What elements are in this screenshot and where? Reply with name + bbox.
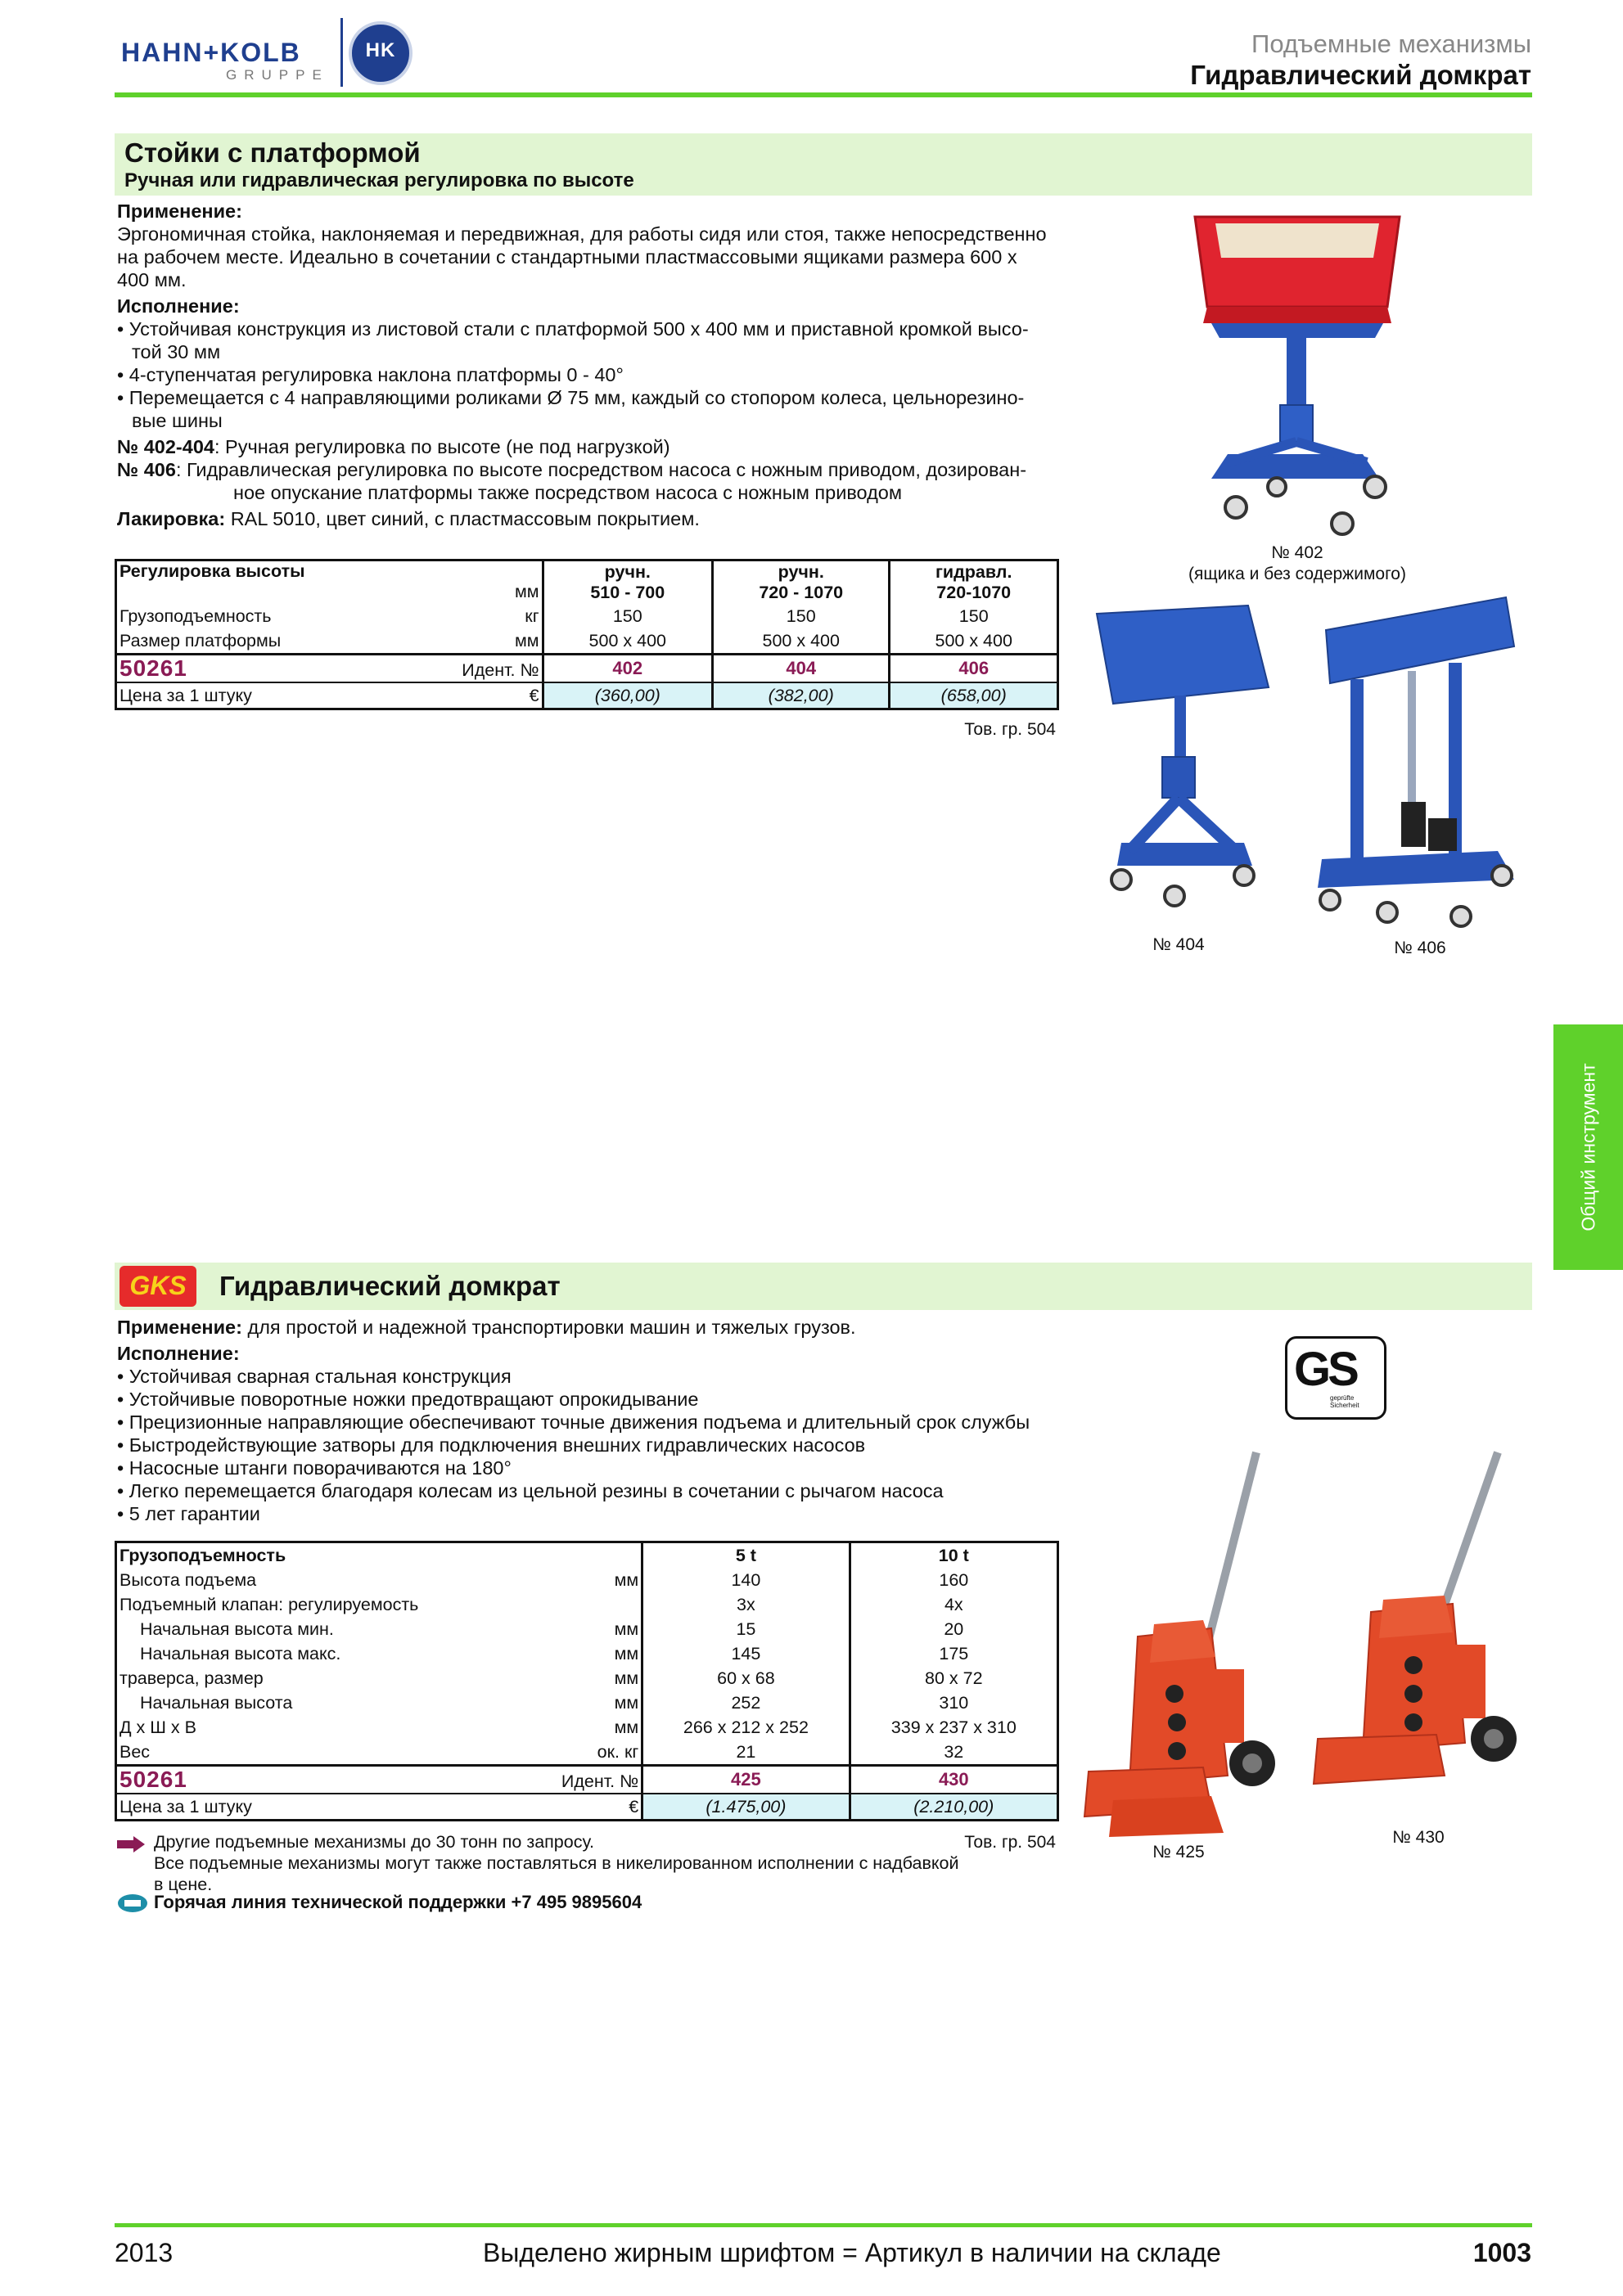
table-cell: 500 x 400 (543, 628, 712, 655)
table-row: Высота подъема мм 140 160 (116, 1568, 1058, 1592)
ident-row: 50261 Идент. № 425 430 (116, 1766, 1058, 1794)
bullet-item: • Насосные штанги поворачиваются на 180° (117, 1457, 512, 1479)
column-header: 5 t (642, 1542, 850, 1569)
header-label: Регулировка высоты (119, 561, 305, 581)
section2-notes (154, 1831, 964, 1895)
table-cell: 150 (713, 604, 890, 628)
company-logo-subtitle: GRUPPE (226, 67, 329, 83)
table-row: Д x Ш x В мм 266 x 212 x 252 339 x 237 x 310 (116, 1715, 1058, 1740)
column-header: ручн. 720 - 1070 (713, 560, 890, 605)
ident-number-402[interactable]: 402 (543, 655, 712, 683)
section1-spec-table (115, 559, 1059, 710)
product-group: Тов. гр. 504 (964, 1833, 1056, 1852)
table-row: Начальная высота мин. мм 15 20 (116, 1617, 1058, 1641)
logo-divider (340, 18, 343, 87)
section2-header (115, 1263, 1532, 1310)
caption-406: № 406 (1394, 939, 1446, 957)
caption-402: № 402 (1271, 543, 1323, 562)
hotline-text: Горячая линия технической поддержки +7 495 9895604 (154, 1892, 642, 1912)
phone-icon (117, 1893, 148, 1913)
table-cell: 140 (642, 1568, 850, 1592)
gks-brand-logo: GKS (119, 1266, 196, 1307)
table-row: Размер платформы мм 500 x 400 500 x 400 500 x 400 (116, 628, 1058, 655)
gs-certification-icon: GS geprüfte Sicherheit (1285, 1336, 1386, 1420)
application-label: Применение: (117, 200, 242, 222)
section1-title: Стойки с платформой (124, 137, 421, 168)
product-group: Тов. гр. 504 (964, 720, 1056, 739)
price-cell: (1.475,00) (642, 1794, 850, 1821)
section2-title: Гидравлический домкрат (219, 1271, 561, 1301)
table-cell: 32 (850, 1740, 1057, 1766)
caption-404: № 404 (1152, 935, 1205, 954)
table-row: траверса, размер мм 60 x 68 80 x 72 (116, 1666, 1058, 1690)
bullet-item-cont: той 30 мм (132, 341, 221, 362)
price-cell: (2.210,00) (850, 1794, 1057, 1821)
note-line: Другие подъемные механизмы до 30 тонн по запросу. (154, 1832, 595, 1852)
price-cell: (360,00) (543, 682, 712, 709)
bullet-item: • 4-ступенчатая регулировка наклона платформы 0 - 40° (117, 364, 624, 385)
bullet-item: • 5 лет гарантии (117, 1503, 260, 1524)
bullet-item: • Устойчивая конструкция из листовой стали с платформой 500 x 400 мм и приставной кромкой высо- (117, 318, 1029, 340)
header-category: Подъемные механизмы (1251, 29, 1531, 58)
table-cell: 175 (850, 1641, 1057, 1666)
table-row: Начальная высота мм 252 310 (116, 1690, 1058, 1715)
table-cell: 60 x 68 (642, 1666, 850, 1690)
table-cell: 21 (642, 1740, 850, 1766)
table-cell: 310 (850, 1690, 1057, 1715)
bullet-item: • Устойчивая сварная стальная конструкция (117, 1366, 512, 1387)
table-cell: 160 (850, 1568, 1057, 1592)
ident-row: 50261 Идент. № 402 404 406 (116, 655, 1058, 683)
note-line: в цене. (154, 1875, 213, 1894)
ident-number-406[interactable]: 406 (890, 655, 1058, 683)
side-tab-general-tools[interactable]: Общий инструмент (1553, 1024, 1623, 1270)
caption-430: № 430 (1392, 1828, 1445, 1847)
column-header: гидравл. 720-1070 (890, 560, 1058, 605)
company-logo-emblem (349, 21, 413, 85)
application-line: 400 мм. (117, 269, 187, 290)
header-label: Грузоподъемность (119, 1545, 286, 1565)
bullet-item: • Устойчивые поворотные ножки предотвращают опрокидывание (117, 1389, 699, 1410)
table-cell: 4x (850, 1592, 1057, 1617)
product-image-402 (1179, 209, 1416, 536)
bullet-item: • Прецизионные направляющие обеспечивают точные движения подъема и длительный срок службы (117, 1411, 1030, 1433)
table-cell: 150 (890, 604, 1058, 628)
table-row: Грузоподъемность кг 150 150 150 (116, 604, 1058, 628)
note-406: № 406: Гидравлическая регулировка по высоте посредством насоса с ножным приводом, дозирован- (117, 459, 1027, 480)
header-rule (115, 92, 1532, 97)
table-cell: 3x (642, 1592, 850, 1617)
table-cell: 500 x 400 (890, 628, 1058, 655)
price-cell: (658,00) (890, 682, 1058, 709)
table-row: Вес ок. кг 21 32 (116, 1740, 1058, 1766)
paint-note: Лакировка: RAL 5010, цвет синий, с пластмассовым покрытием. (117, 508, 700, 529)
bullet-item: • Легко перемещается благодаря колесам из цельной резины в сочетании с рычагом насоса (117, 1480, 944, 1501)
product-image-404 (1097, 606, 1269, 933)
table-cell: 266 x 212 x 252 (642, 1715, 850, 1740)
section1-header (115, 133, 1532, 196)
table-cell: 252 (642, 1690, 850, 1715)
ident-number-430[interactable]: 430 (850, 1766, 1057, 1794)
table-cell: 145 (642, 1641, 850, 1666)
header-title: Гидравлический домкрат (1190, 60, 1531, 90)
note-line: Все подъемные механизмы могут также поставляться в никелированном исполнении с надбавкой (154, 1853, 959, 1873)
execution-label: Исполнение: (117, 1343, 240, 1364)
article-code: 50261 (119, 655, 187, 681)
company-logo-text: HAHN+KOLB (121, 38, 301, 67)
footer-year: 2013 (115, 2238, 174, 2267)
arrow-right-icon (117, 1836, 147, 1853)
footer-legend: Выделено жирным шрифтом = Артикул в наличии на складе (483, 2238, 1221, 2267)
ident-number-425[interactable]: 425 (642, 1766, 850, 1794)
bullet-item: • Перемещается с 4 направляющими роликами Ø 75 мм, каждый со стопором колеса, цельнорезино- (117, 387, 1025, 408)
caption-402-note: (ящика и без содержимого) (1188, 565, 1406, 583)
footer-rule (115, 2223, 1532, 2227)
page-number: 1003 (1472, 2238, 1531, 2267)
section1-description (117, 200, 1066, 530)
note-406-cont: ное опускание платформы также посредством насоса с ножным приводом (233, 482, 903, 503)
price-cell: (382,00) (713, 682, 890, 709)
header-unit: мм (514, 582, 539, 601)
bullet-item-cont: вые шины (132, 410, 223, 431)
ident-number-404[interactable]: 404 (713, 655, 890, 683)
table-header-row (116, 1542, 1058, 1569)
table-row: Подъемный клапан: регулируемость 3x 4x (116, 1592, 1058, 1617)
table-cell: 339 x 237 x 310 (850, 1715, 1057, 1740)
table-row: Начальная высота макс. мм 145 175 (116, 1641, 1058, 1666)
section2-spec-table (115, 1541, 1059, 1821)
application: Применение: для простой и надежной транспортировки машин и тяжелых грузов. (117, 1317, 856, 1338)
product-image-430 (1314, 1448, 1526, 1825)
execution-label: Исполнение: (117, 295, 240, 317)
caption-425: № 425 (1152, 1843, 1205, 1862)
section2-description (117, 1316, 1083, 1525)
article-code: 50261 (119, 1767, 187, 1792)
application-line: на рабочем месте. Идеально в сочетании с стандартными пластмассовыми ящиками размера 600 x (117, 246, 1017, 268)
column-header: ручн. 510 - 700 (543, 560, 712, 605)
table-cell: 15 (642, 1617, 850, 1641)
table-cell: 150 (543, 604, 712, 628)
table-header-row (116, 560, 1058, 605)
note-402-404: № 402-404: Ручная регулировка по высоте (не под нагрузкой) (117, 436, 670, 457)
product-image-425 (1080, 1448, 1285, 1841)
product-image-406 (1310, 597, 1522, 933)
section1-subtitle: Ручная или гидравлическая регулировка по высоте (124, 169, 634, 191)
application-line: Эргономичная стойка, наклоняемая и передвижная, для работы сидя или стоя, также непосредственно (117, 223, 1047, 245)
table-cell: 20 (850, 1617, 1057, 1641)
column-header: 10 t (850, 1542, 1057, 1569)
price-row: Цена за 1 штуку € (360,00) (382,00) (658,00) (116, 682, 1058, 709)
bullet-item: • Быстродействующие затворы для подключения внешних гидравлических насосов (117, 1434, 866, 1456)
price-row: Цена за 1 штуку € (1.475,00) (2.210,00) (116, 1794, 1058, 1821)
table-cell: 500 x 400 (713, 628, 890, 655)
table-cell: 80 x 72 (850, 1666, 1057, 1690)
logo-badge-text: HK (365, 39, 396, 61)
